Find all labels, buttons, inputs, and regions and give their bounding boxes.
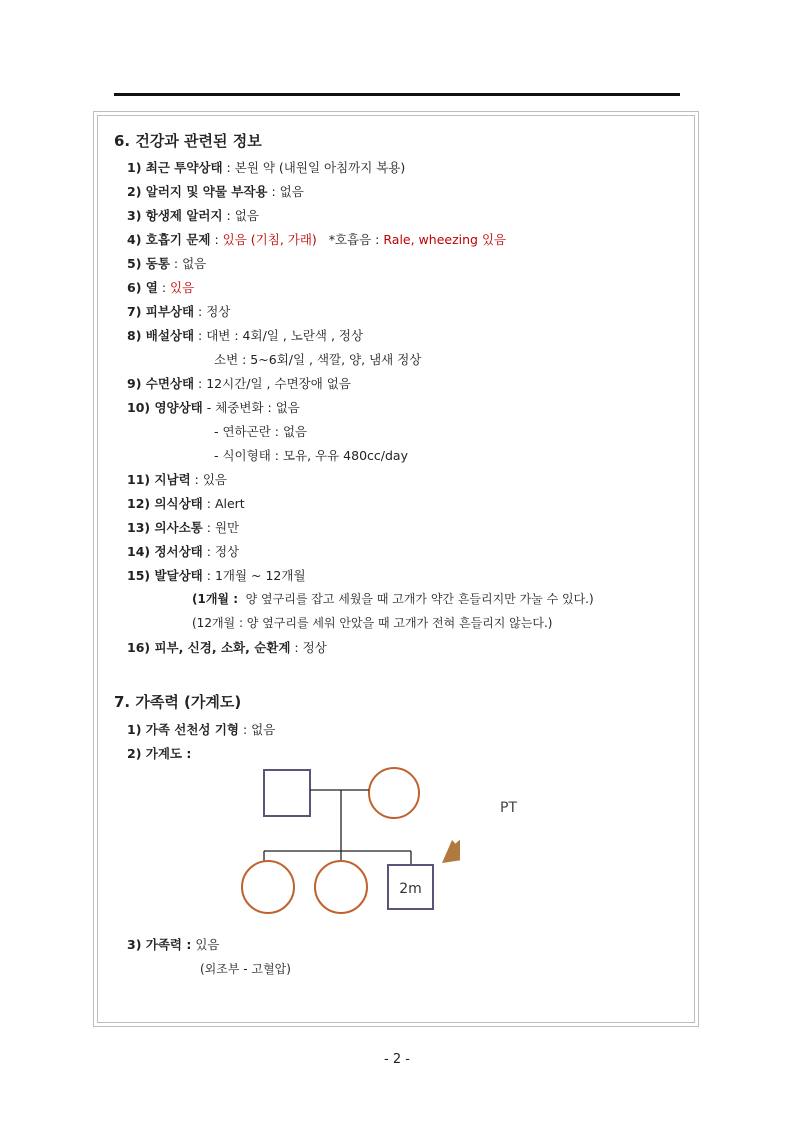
sister-1-symbol	[242, 861, 294, 913]
item-congenital-anomaly: 1) 가족 선천성 기형 : 없음	[127, 722, 276, 737]
item-family-history: 3) 가족력 : 있음	[127, 937, 220, 952]
pedigree-diagram	[230, 760, 460, 920]
item-development: 15) 발달상태 : 1개월 ~ 12개월	[127, 568, 306, 583]
item-nutrition-dysphagia: - 연하곤란 : 없음	[214, 424, 308, 439]
item-pain: 5) 동통 : 없음	[127, 256, 207, 271]
item-respiratory: 4) 호흡기 문제 : 있음 (기침, 가래) *호흡음 : Rale, wheezing 있음	[127, 232, 507, 247]
item-emotion: 14) 정서상태 : 정상	[127, 544, 240, 559]
page-number: - 2 -	[384, 1052, 410, 1067]
item-sleep: 9) 수면상태 : 12시간/일 , 수면장애 없음	[127, 376, 351, 391]
pt-arrow-icon	[442, 822, 460, 863]
item-fever: 6) 열 : 있음	[127, 280, 195, 295]
header-rule	[114, 93, 680, 96]
item-nutrition: 10) 영양상태 - 체중변화 : 없음	[127, 400, 300, 415]
item-medication: 1) 최근 투약상태 : 본원 약 (내원일 아침까지 복용)	[127, 160, 406, 175]
item-elimination: 8) 배설상태 : 대변 : 4회/일 , 노란색 , 정상	[127, 328, 364, 343]
item-elimination-urine: 소변 : 5~6회/일 , 색깔, 양, 냄새 정상	[214, 352, 422, 367]
item-systems: 16) 피부, 신경, 소화, 순환계 : 정상	[127, 640, 327, 655]
item-development-note-1m: (1개월 : 양 옆구리를 잡고 세웠을 때 고개가 약간 흔들리지만 가눌 수 있다.)	[192, 592, 594, 606]
item-consciousness: 12) 의식상태 : Alert	[127, 496, 245, 511]
item-orientation: 11) 지남력 : 있음	[127, 472, 228, 487]
section-7-title: 7. 가족력 (가계도)	[114, 693, 242, 711]
father-symbol	[264, 770, 310, 816]
section-6-title: 6. 건강과 관련된 정보	[114, 132, 262, 150]
sister-2-symbol	[315, 861, 367, 913]
item-skin: 7) 피부상태 : 정상	[127, 304, 231, 319]
item-communication: 13) 의사소통 : 원만	[127, 520, 240, 535]
item-development-note-12m: (12개월 : 양 옆구리를 세워 안았을 때 고개가 전혀 흔들리지 않는다.)	[192, 616, 553, 630]
item-pedigree-label: 2) 가계도 :	[127, 746, 192, 761]
item-allergy-side-effect: 2) 알러지 및 약물 부작용 : 없음	[127, 184, 304, 199]
mother-symbol	[369, 768, 419, 818]
patient-age-label: 2m	[399, 881, 422, 897]
item-antibiotic-allergy: 3) 항생제 알러지 : 없음	[127, 208, 259, 223]
item-nutrition-diet: - 식이형태 : 모유, 우유 480cc/day	[214, 448, 408, 463]
pt-label: PT	[500, 800, 517, 816]
item-family-history-note: (외조부 - 고혈압)	[200, 962, 291, 976]
